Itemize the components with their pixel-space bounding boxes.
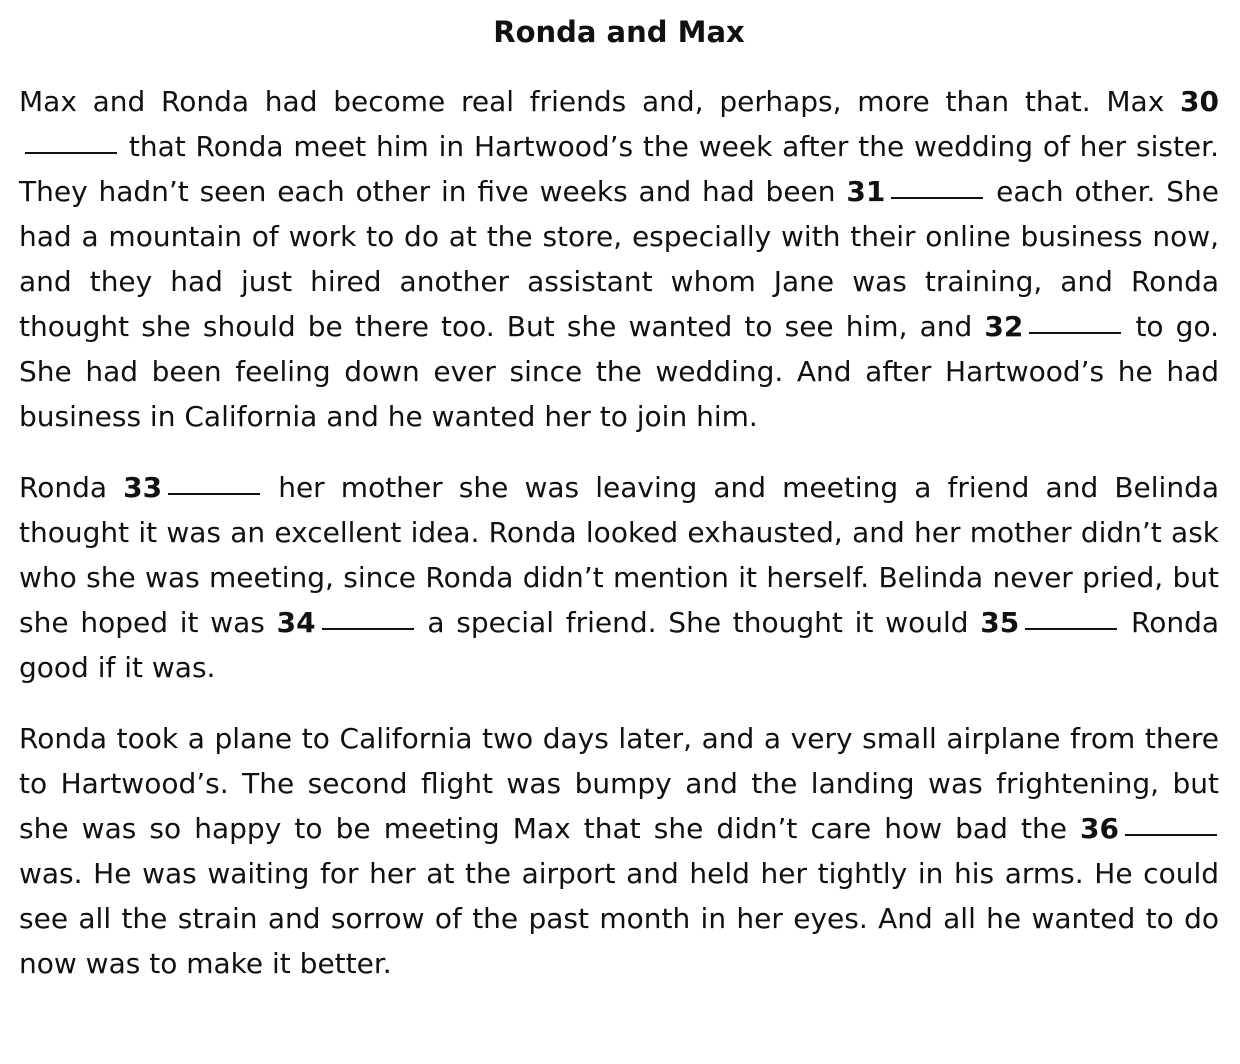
paragraph-text: each other. She had a mountain of work to do at the store, especially with their online business now, and they had just hired another assistant whom Jane was training, and Ronda thought she should be there too. But she wanted to see him, and (19, 175, 1219, 343)
document-body (19, 79, 1219, 986)
paragraph-text: was. He was waiting for her at the airport and held her tightly in his arms. He could see all the strain and sorrow of the past month in her eyes. And all he wanted to do now was to make it better. (19, 857, 1219, 980)
answer-blank (1125, 834, 1217, 836)
paragraph (19, 79, 1219, 439)
paragraph (19, 465, 1219, 690)
question-number: 36 (1080, 812, 1119, 845)
paragraph-text: a special friend. She thought it would (415, 606, 981, 639)
question-number: 31 (846, 175, 886, 208)
paragraph-text: Ronda took a plane to California two days later, and a very small airplane from there to Hartwood’s. The second flight was bumpy and the landing was frightening, but she was so happy to be meeting Max that she didn’t care how bad the (19, 722, 1219, 845)
answer-blank (1029, 332, 1121, 334)
question-number: 32 (984, 310, 1024, 343)
paragraph-text: Max and Ronda had become real friends and, perhaps, more than that. Max (19, 85, 1181, 118)
question-number: 34 (276, 606, 316, 639)
paragraph-text: to go. She had been feeling down ever since the wedding. And after Hartwood’s he had business in California and he wanted her to join him. (19, 310, 1219, 433)
answer-blank (1025, 628, 1117, 630)
paragraph-text: that Ronda meet him in Hartwood’s the week after the wedding of her sister. They hadn’t seen each other in five weeks and had been (19, 130, 1219, 208)
answer-blank (891, 197, 983, 199)
question-number: 35 (980, 606, 1020, 639)
paragraph-text: Ronda (19, 471, 124, 504)
document (19, 8, 1219, 1012)
answer-blank (168, 493, 260, 495)
paragraph (19, 716, 1219, 986)
paragraph-text: her mother she was leaving and meeting a friend and Belinda thought it was an excellent idea. Ronda looked exhausted, and her mother didn’t ask who she was meeting, since Ronda didn’t mention it herself. Belinda never pried, but she hoped it was (19, 471, 1219, 639)
answer-blank (25, 152, 117, 154)
document-title: Ronda and Max (493, 15, 745, 49)
answer-blank (322, 628, 414, 630)
question-number: 33 (123, 471, 163, 504)
question-number: 30 (1180, 85, 1219, 118)
paragraph-text: Ronda good if it was. (19, 606, 1220, 684)
